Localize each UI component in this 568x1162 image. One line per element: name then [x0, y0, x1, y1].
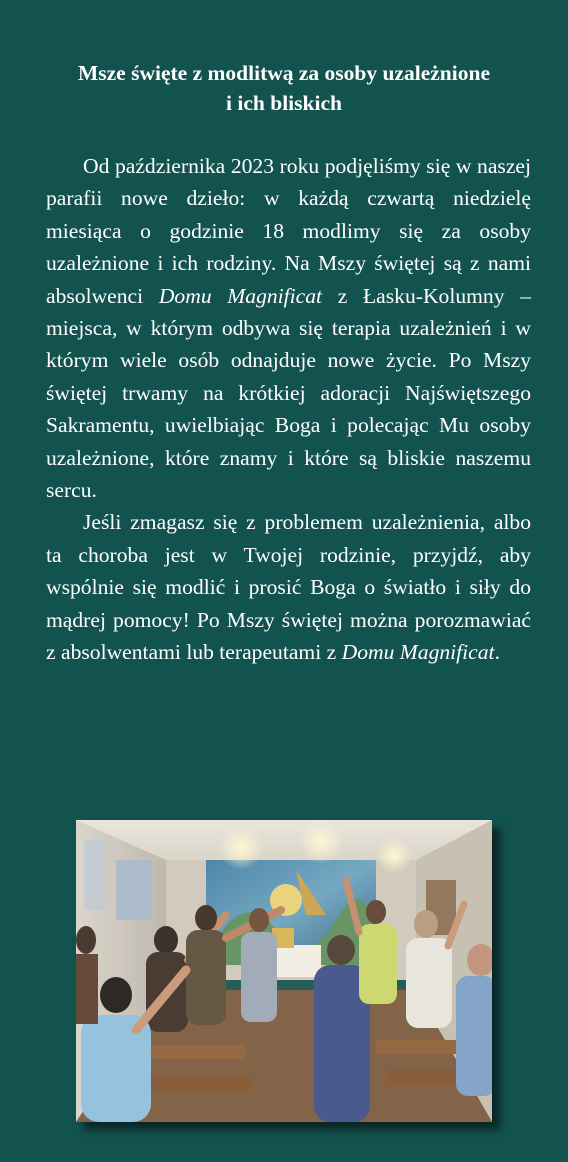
paragraph-1-text-a: Od października 2023 roku podjęliśmy się w naszej parafii nowe dzieło: w każdą czwartą niedzielę miesiąca o godzinie 18 modlimy się za osoby uzależnione i ich rodziny. Na Mszy świętej są z nami absolwenci	[46, 154, 531, 308]
title-line-2: i ich bliskich	[226, 91, 342, 115]
paragraph-2-text-a: Jeśli zmagasz się z problemem uzależnienia, albo ta choroba jest w Twojej rodzinie, przyjdź, aby wspólnie się modlić i prosić Boga o światło i siły do mądrej pomocy! Po Mszy świętej można porozmawiać z absolwentami lub terapeutami z	[46, 510, 531, 665]
paragraph-2-place-name: Domu Magnificat	[341, 640, 495, 665]
paragraph-2-text-b: .	[494, 640, 500, 665]
page-title	[20, 58, 548, 118]
title-line-1: Msze święte z modlitwą za osoby uzależnione	[77, 61, 490, 85]
worship-photo	[76, 820, 492, 1122]
worship-photo-illustration	[76, 820, 492, 1122]
paragraph-1-text-b: z Łasku-Kolumny – miejsca, w którym odbywa się terapia uzależnień i w którym wiele osób odnajduje nowe życie. Po Mszy świętej trwamy na krótkiej adoracji Najświętszego Sakramentu, uwielbiając Boga i polecając Mu osoby uzależnione, które znamy i które są bliskie naszemu sercu.	[46, 283, 531, 503]
article-body	[46, 150, 531, 669]
paragraph-1	[46, 150, 531, 506]
paragraph-1-place-name: Domu Magnificat	[158, 283, 323, 308]
paragraph-2	[46, 506, 531, 668]
